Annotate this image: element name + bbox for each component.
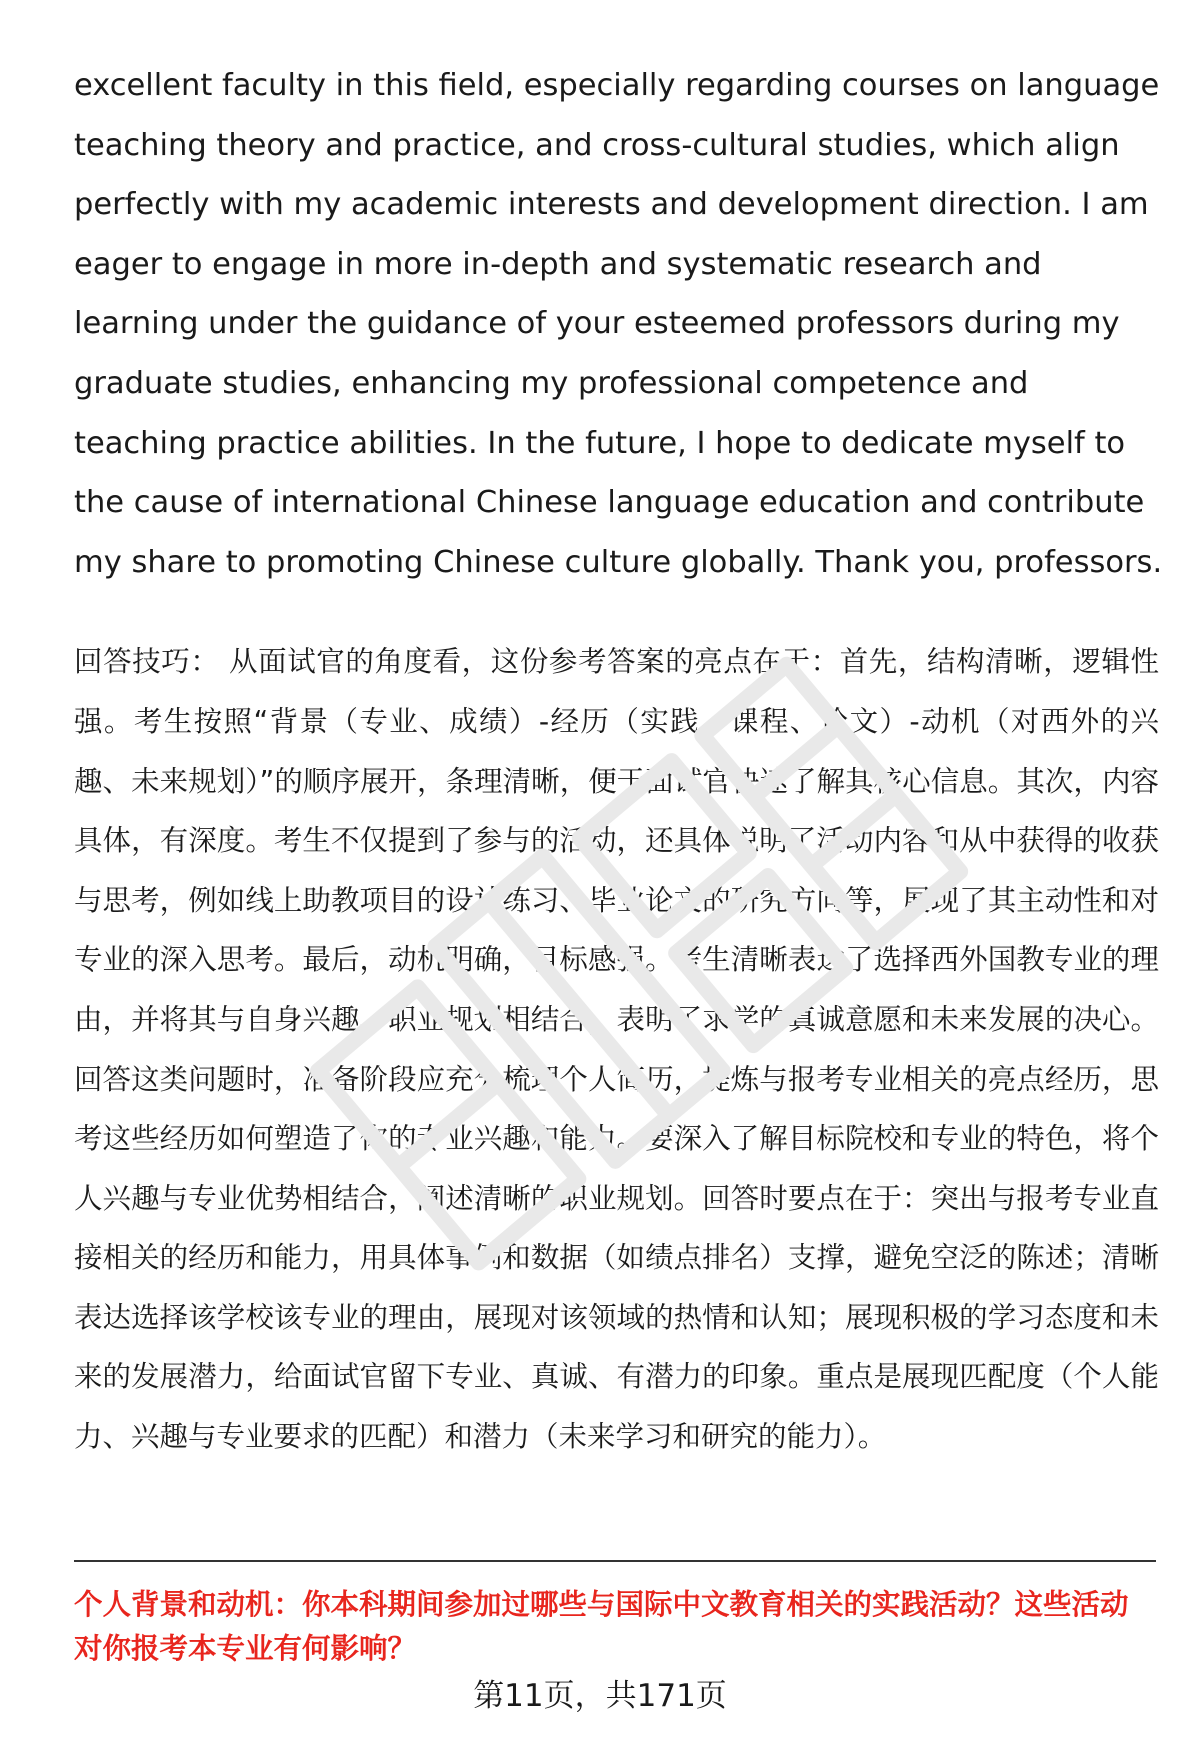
section-divider [74,1560,1156,1562]
english-answer-paragraph: excellent faculty in this field, especially regarding courses on language teaching theory and practice, and cross-cultural studies, which align perfectly with my academic interests and development direction. I am eager to engage in more in-depth and systematic research and learning under the guidance of your esteemed professors during my graduate studies, enhancing my professional competence and teaching practice abilities. In the future, I hope to dedicate myself to the cause of international Chinese language education and contribute my share to promoting Chinese culture globally. Thank you, professors. [74,68,1163,580]
page-number-footer: 第11页，共171页 [473,1678,727,1714]
next-question-heading: 个人背景和动机：你本科期间参加过哪些与国际中文教育相关的实践活动？这些活动对你报考本专业有何影响？ [74,1588,1129,1665]
answer-tips-paragraph: 回答技巧： 从面试官的角度看，这份参考答案的亮点在于：首先，结构清晰，逻辑性强。考生按照“背景（专业、成绩）-经历（实践、课程、论文）-动机（对西外的兴趣、未来规划）”的顺序展开，条理清晰，便于面试官快速了解其核心信息。其次，内容具体，有深度。考生不仅提到了参与的活动，还具体说明了活动内容和从中获得的收获与思考，例如线上助教项目的设计练习、毕业论文的研究方向等，展现了其主动性和对专业的深入思考。最后，动机明确，目标感强。考生清晰表达了选择西外国教专业的理由，并将其与自身兴趣、职业规划相结合，表明了求学的真诚意愿和未来发展的决心。回答这类问题时，准备阶段应充分梳理个人简历，提炼与报考专业相关的亮点经历，思考这些经历如何塑造了你的专业兴趣和能力。要深入了解目标院校和专业的特色，将个人兴趣与专业优势相结合，阐述清晰的职业规划。回答时要点在于：突出与报考专业直接相关的经历和能力，用具体事例和数据（如绩点排名）支撑，避免空泛的陈述；清晰表达选择该学校该专业的理由，展现对该领域的热情和认知；展现积极的学习态度和未来的发展潜力，给面试官留下专业、真诚、有潜力的印象。重点是展现匹配度（个人能力、兴趣与专业要求的匹配）和潜力（未来学习和研究的能力）。 [74,645,1159,1454]
